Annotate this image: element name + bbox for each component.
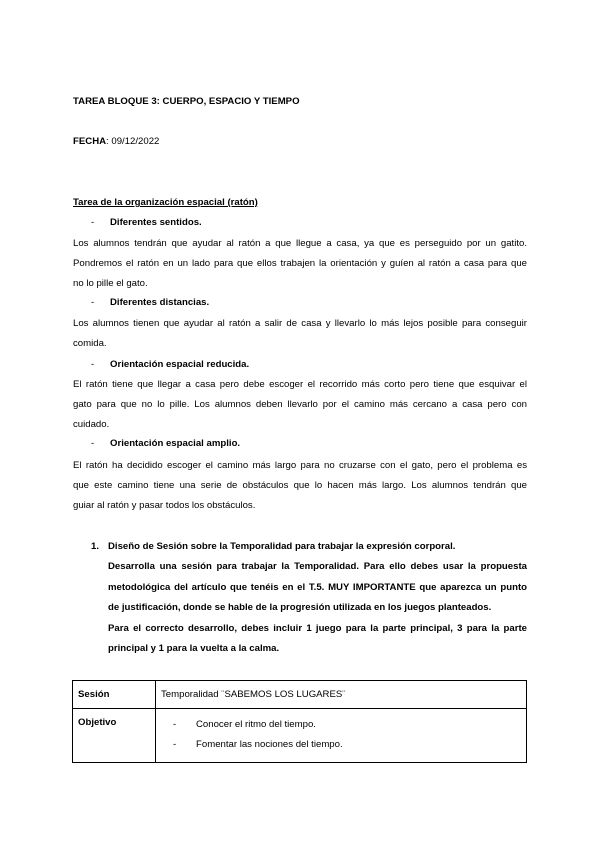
table-row bbox=[73, 709, 527, 763]
bullet-dash: - bbox=[173, 739, 177, 750]
date-line bbox=[73, 136, 159, 148]
table-cell bbox=[156, 709, 527, 763]
session-value: Temporalidad ¨SABEMOS LOS LUGARES¨ bbox=[161, 689, 346, 700]
item-title-diferentes-sentidos: Diferentes sentidos. bbox=[110, 217, 202, 228]
bullet-dash: - bbox=[91, 297, 95, 308]
paragraph-line: guiar al ratón y pasar todos los obstáculos. bbox=[73, 500, 256, 511]
objective-label: Objetivo bbox=[78, 717, 117, 728]
task-line: Desarrolla una sesión para trabajar la Temporalidad. Para ello debes usar la propuesta bbox=[108, 561, 527, 572]
table-cell bbox=[73, 709, 156, 763]
item-title-orientacion-amplio: Orientación espacial amplio. bbox=[110, 438, 241, 449]
paragraph-line: que este camino tiene una serie de obstáculos que lo hacen más largo. Los alumnos tendrán que bbox=[73, 480, 527, 491]
paragraph-line: comida. bbox=[73, 338, 107, 349]
task-line: metodológica del artículo que tenéis en el T.5. MUY IMPORTANTE que aparezca un punto bbox=[108, 582, 527, 593]
table-cell bbox=[156, 681, 527, 709]
table-row bbox=[73, 681, 527, 709]
task-title: Diseño de Sesión sobre la Temporalidad para trabajar la expresión corporal. bbox=[108, 541, 456, 552]
paragraph-line: Pondremos el ratón en un lado para que ellos trabajen la orientación y guíen al ratón a casa para que bbox=[73, 258, 527, 269]
session-table bbox=[72, 680, 527, 763]
bullet-dash: - bbox=[91, 217, 95, 228]
date-label: FECHA bbox=[73, 136, 107, 147]
paragraph-line: no lo pille el gato. bbox=[73, 278, 148, 289]
paragraph-line: Los alumnos tienen que ayudar al ratón a salir de casa y llevarlo lo más lejos posible para conseguir bbox=[73, 318, 527, 329]
task-line: principal y 1 para la vuelta a la calma. bbox=[108, 643, 280, 654]
bullet-dash: - bbox=[91, 359, 95, 370]
paragraph-line: gato para que no lo pille. Los alumnos deben llevarlo por el camino más cercano a casa pero con bbox=[73, 399, 527, 410]
item-title-diferentes-distancias: Diferentes distancias. bbox=[110, 297, 210, 308]
session-label: Sesión bbox=[78, 689, 110, 700]
paragraph-line: El ratón tiene que llegar a casa pero debe escoger el recorrido más corto pero tiene que esquivar el bbox=[73, 379, 527, 390]
bullet-dash: - bbox=[173, 719, 177, 730]
task-line: de justificación, donde se hable de la progresión utilizada en los juegos planteados. bbox=[108, 602, 492, 613]
task-number: 1. bbox=[91, 541, 100, 552]
bullet-dash: - bbox=[91, 438, 95, 449]
date-value: : 09/12/2022 bbox=[106, 136, 160, 147]
paragraph-line: El ratón ha decidido escoger el camino más largo para no cruzarse con el gato, pero el problema es bbox=[73, 460, 527, 471]
item-title-orientacion-reducida: Orientación espacial reducida. bbox=[110, 359, 250, 370]
task-line: Para el correcto desarrollo, debes incluir 1 juego para la parte principal, 3 para la parte bbox=[108, 623, 527, 634]
paragraph-line: Los alumnos tendrán que ayudar al ratón a que llegue a casa, ya que es perseguido por un gatito. bbox=[73, 238, 527, 249]
objective-item: Conocer el ritmo del tiempo. bbox=[196, 719, 316, 730]
paragraph-line: cuidado. bbox=[73, 419, 110, 430]
objective-item: Fomentar las nociones del tiempo. bbox=[196, 739, 343, 750]
document-title: TAREA BLOQUE 3: CUERPO, ESPACIO Y TIEMPO bbox=[73, 96, 300, 107]
section-heading: Tarea de la organización espacial (ratón) bbox=[73, 197, 258, 208]
table-cell bbox=[73, 681, 156, 709]
